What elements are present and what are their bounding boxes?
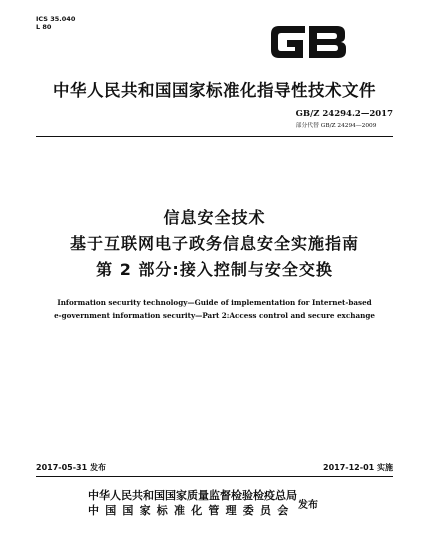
issuer-sac: 中国国家标准化管理委员会	[88, 504, 295, 517]
standard-type-heading: 中华人民共和国国家标准化指导性技术文件	[53, 81, 376, 100]
title-cn-line-3: 第 2 部分:接入控制与安全交换	[96, 260, 333, 279]
gb-logo-icon	[265, 20, 351, 64]
ccs-code: L 80	[36, 23, 52, 31]
replaces-note: 部分代替 GB/Z 24294—2009	[295, 123, 377, 129]
title-en-line-2: e-government information security—Part 2:Access control and secure exchange	[54, 311, 375, 320]
publish-date: 2017-05-31 发布	[36, 463, 106, 472]
standard-code: GB/Z 24294.2—2017	[295, 109, 393, 119]
issue-label: 发布	[298, 500, 318, 511]
title-cn-line-1: 信息安全技术	[163, 208, 266, 227]
title-en-line-1: Information security technology—Guide of implementation for Internet-based	[57, 298, 372, 307]
issuing-authorities	[88, 488, 297, 518]
header-divider	[36, 136, 393, 137]
issuer-aqsiq: 中华人民共和国国家质量监督检验检疫总局	[88, 489, 297, 502]
implement-date: 2017-12-01 实施	[323, 463, 393, 472]
title-cn-line-2: 基于互联网电子政务信息安全实施指南	[69, 234, 359, 253]
classification-codes	[36, 15, 75, 31]
footer-divider	[36, 476, 393, 477]
standard-code-block	[296, 109, 393, 129]
ics-code: ICS 35.040	[36, 15, 76, 23]
